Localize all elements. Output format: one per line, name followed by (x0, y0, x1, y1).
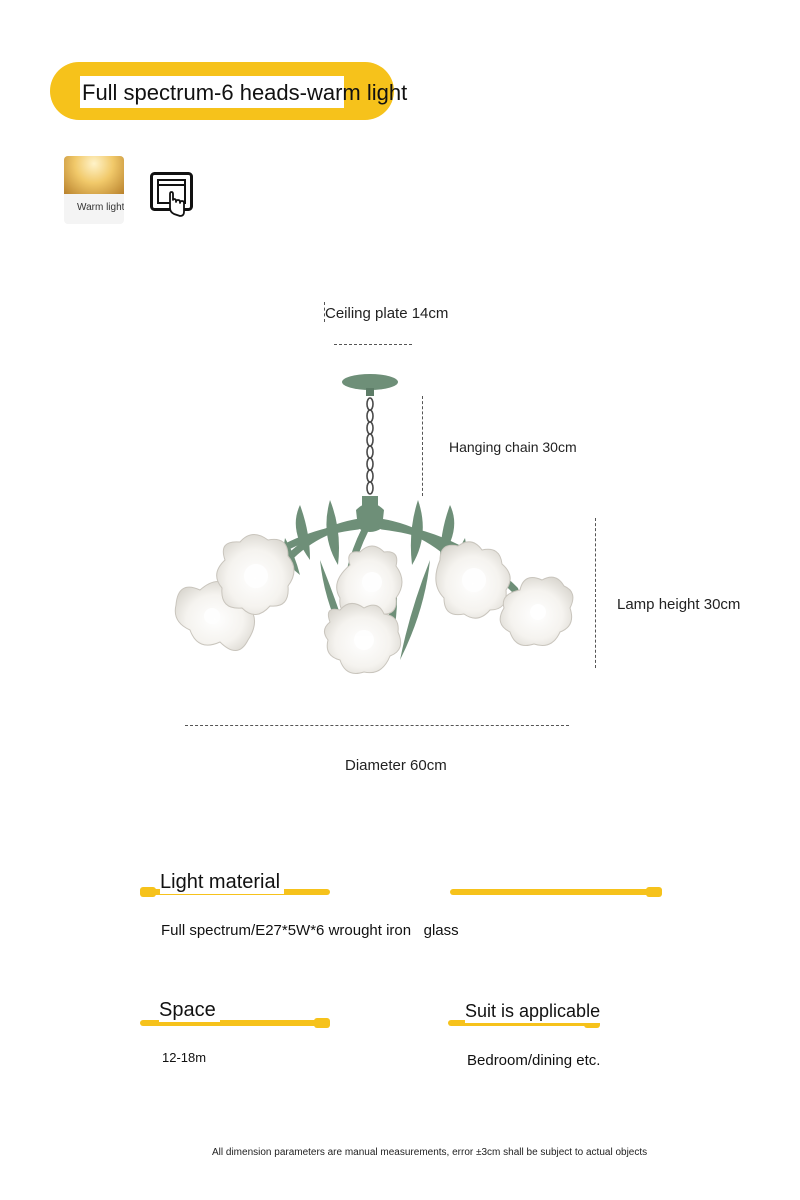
space-value: 12-18m (162, 1050, 207, 1065)
warm-light-swatch (64, 156, 124, 194)
material-bar-cap-left (140, 887, 156, 897)
suit-title: Suit is applicable (465, 999, 604, 1023)
space-bar-cap (314, 1018, 330, 1028)
warm-light-label: Warm light (77, 202, 124, 213)
material-value: Full spectrum/E27*5W*6 wrought iron glass (161, 922, 459, 939)
material-underline-right (450, 889, 660, 895)
flower-chandelier-image (160, 360, 590, 700)
suit-value: Bedroom/dining etc. (467, 1052, 601, 1069)
ceiling-plate-label: Ceiling plate 14cm (325, 305, 449, 322)
warm-light-option[interactable] (64, 156, 124, 224)
measurement-note: All dimension parameters are manual measurements, error ±3cm shall be subject to actual objects (212, 1147, 648, 1158)
lamp-height-guide (595, 518, 596, 668)
material-title: Light material (160, 870, 284, 894)
material-bar-cap-right (646, 887, 662, 897)
lamp-height-label: Lamp height 30cm (617, 596, 741, 613)
diameter-label: Diameter 60cm (345, 757, 447, 774)
ceiling-plate-tick (324, 302, 325, 322)
diameter-guide (185, 725, 569, 726)
hanging-chain-label: Hanging chain 30cm (449, 439, 577, 455)
ceiling-plate-guide (334, 344, 412, 345)
space-title: Space (159, 998, 220, 1022)
page-title: Full spectrum-6 heads-warm light (82, 80, 408, 105)
touch-switch-icon (150, 172, 194, 220)
